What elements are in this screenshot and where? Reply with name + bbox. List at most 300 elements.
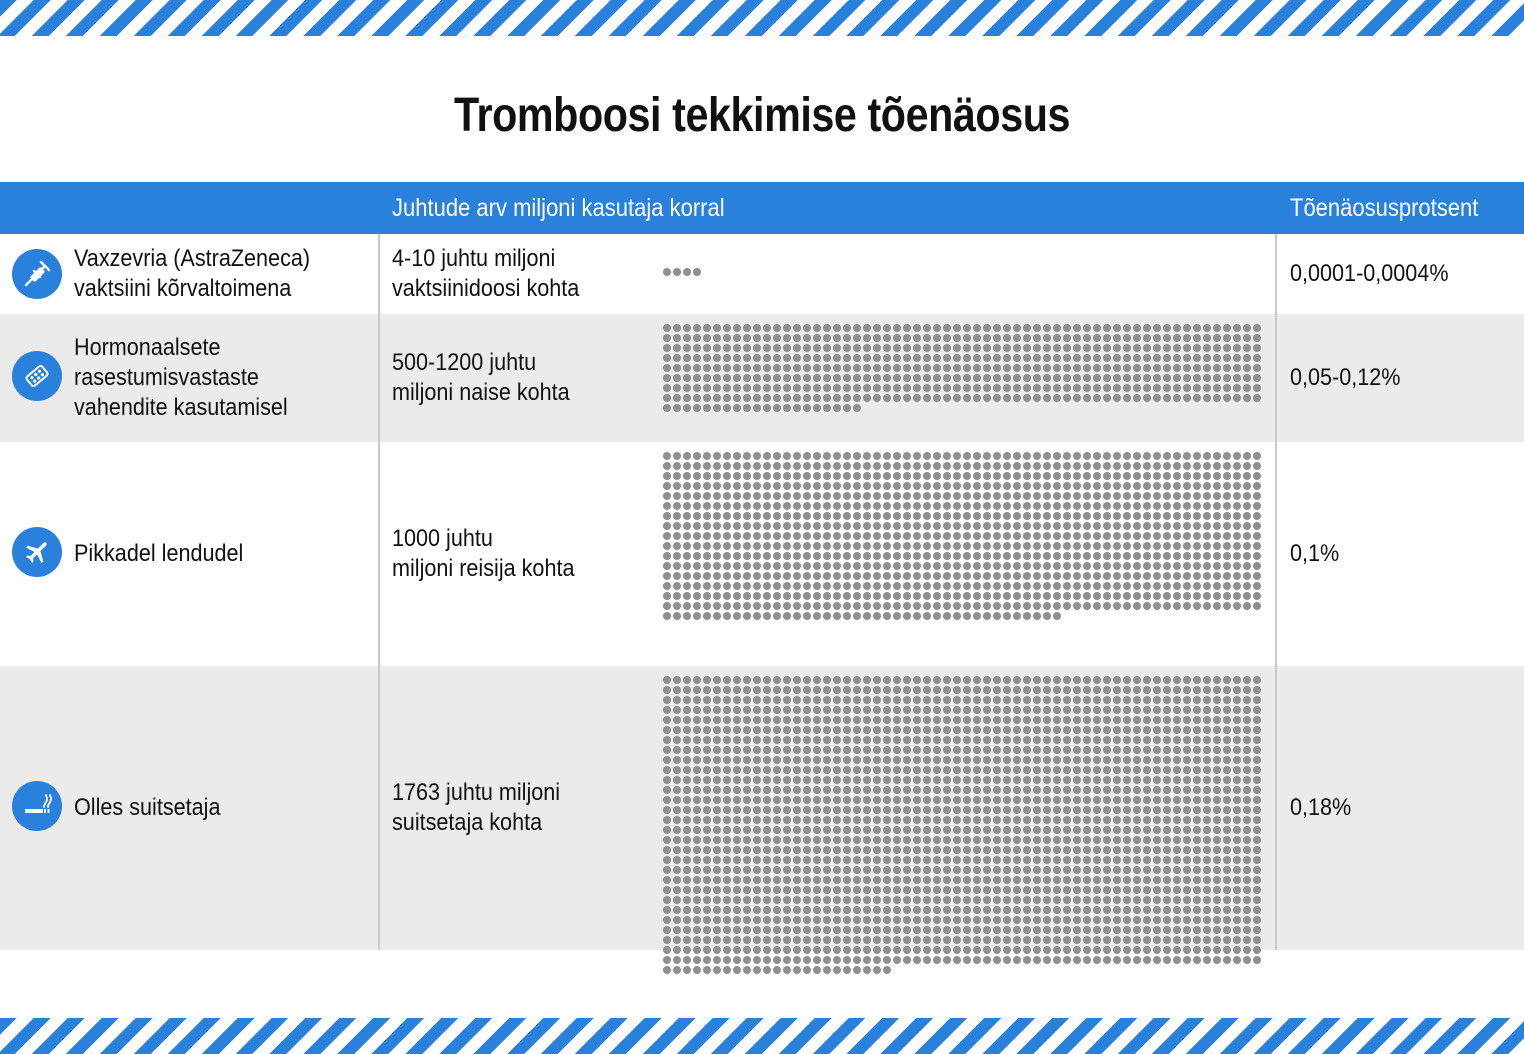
case-dot: [663, 394, 671, 402]
case-dot: [733, 816, 741, 824]
case-dot: [803, 512, 811, 520]
case-dot: [1013, 786, 1021, 794]
case-dot: [1253, 452, 1261, 460]
case-dot: [1003, 592, 1011, 600]
case-dot: [663, 716, 671, 724]
case-dot: [1133, 756, 1141, 764]
case-dot: [1073, 816, 1081, 824]
case-dot: [1123, 592, 1131, 600]
case-dot: [793, 726, 801, 734]
case-dot: [1083, 766, 1091, 774]
case-dot: [913, 452, 921, 460]
case-dot: [823, 686, 831, 694]
case-dot: [673, 796, 681, 804]
case-dot: [803, 542, 811, 550]
case-dot: [973, 736, 981, 744]
case-dot: [1153, 374, 1161, 382]
case-dot: [713, 582, 721, 590]
case-dot: [873, 512, 881, 520]
case-dot: [903, 472, 911, 480]
case-dot: [993, 716, 1001, 724]
case-dot: [1033, 394, 1041, 402]
case-dot: [833, 384, 841, 392]
case-dot: [1063, 472, 1071, 480]
case-dot: [1063, 374, 1071, 382]
case-dot: [863, 736, 871, 744]
case-dot: [743, 452, 751, 460]
case-dot: [1083, 354, 1091, 362]
case-dot: [793, 866, 801, 874]
case-dot: [693, 836, 701, 844]
case-dot: [1033, 324, 1041, 332]
case-dot: [923, 686, 931, 694]
case-dot: [1213, 686, 1221, 694]
case-dot: [733, 726, 741, 734]
case-dot: [1153, 956, 1161, 964]
case-dot: [1083, 856, 1091, 864]
case-dot: [763, 542, 771, 550]
case-dot: [843, 866, 851, 874]
case-dot: [683, 404, 691, 412]
case-dot: [733, 836, 741, 844]
case-dot: [1223, 936, 1231, 944]
case-dot: [723, 806, 731, 814]
case-dot: [1043, 826, 1051, 834]
case-dot: [1123, 354, 1131, 362]
case-dot: [1143, 582, 1151, 590]
case-dot: [1233, 926, 1241, 934]
case-dot: [903, 836, 911, 844]
case-dot: [973, 542, 981, 550]
case-dot: [1023, 936, 1031, 944]
case-dot: [993, 472, 1001, 480]
case-dot: [883, 374, 891, 382]
case-dot: [1043, 806, 1051, 814]
case-dot: [853, 936, 861, 944]
case-dot: [863, 816, 871, 824]
case-dot: [913, 492, 921, 500]
case-dot: [1163, 492, 1171, 500]
case-dot: [803, 906, 811, 914]
case-dot: [893, 472, 901, 480]
case-dot: [753, 946, 761, 954]
case-dot: [1253, 846, 1261, 854]
case-dot: [893, 826, 901, 834]
case-dot: [943, 746, 951, 754]
case-dot: [843, 374, 851, 382]
case-dot: [803, 796, 811, 804]
case-dot: [733, 522, 741, 530]
case-dot: [803, 946, 811, 954]
case-dot: [823, 756, 831, 764]
case-dot: [953, 696, 961, 704]
case-dot: [1103, 602, 1111, 610]
case-dot: [933, 846, 941, 854]
case-dot: [1253, 502, 1261, 510]
case-dot: [993, 364, 1001, 372]
case-dot: [1173, 896, 1181, 904]
case-dot: [1013, 502, 1021, 510]
case-dot: [943, 846, 951, 854]
case-dot: [673, 706, 681, 714]
case-dot: [703, 756, 711, 764]
case-dot: [1123, 602, 1131, 610]
case-dot: [733, 572, 741, 580]
case-dot: [1233, 374, 1241, 382]
case-dot: [1173, 766, 1181, 774]
case-dot: [1023, 462, 1031, 470]
case-dot: [1243, 946, 1251, 954]
case-dot: [673, 334, 681, 342]
case-dot: [833, 936, 841, 944]
case-dot: [683, 522, 691, 530]
case-dot: [1083, 956, 1091, 964]
case-dot: [1013, 816, 1021, 824]
case-dot: [1173, 542, 1181, 550]
case-dot: [1023, 736, 1031, 744]
case-dot: [863, 334, 871, 342]
case-dot: [833, 686, 841, 694]
row-percent: 0,0001-0,0004%: [1290, 260, 1449, 287]
case-dot: [753, 706, 761, 714]
case-dot: [1073, 866, 1081, 874]
case-dot: [1033, 936, 1041, 944]
case-dot: [1243, 512, 1251, 520]
case-dot: [1153, 776, 1161, 784]
case-dot: [813, 686, 821, 694]
case-dot: [823, 452, 831, 460]
case-dot: [683, 706, 691, 714]
case-dot: [1143, 572, 1151, 580]
case-dot: [743, 786, 751, 794]
case-dot: [703, 512, 711, 520]
case-dot: [893, 462, 901, 470]
case-dot: [713, 936, 721, 944]
case-dot: [723, 462, 731, 470]
case-dot: [1113, 542, 1121, 550]
case-dot: [793, 966, 801, 974]
case-dot: [1083, 542, 1091, 550]
case-dot: [1103, 552, 1111, 560]
case-dot: [1113, 786, 1121, 794]
case-dot: [1103, 676, 1111, 684]
case-dot: [1163, 334, 1171, 342]
case-dot: [853, 462, 861, 470]
case-dot: [963, 926, 971, 934]
case-dot: [783, 582, 791, 590]
case-dot: [1033, 522, 1041, 530]
case-dot: [1093, 602, 1101, 610]
case-dot: [873, 796, 881, 804]
case-dot: [873, 826, 881, 834]
case-dot: [1023, 896, 1031, 904]
case-dot: [1183, 452, 1191, 460]
case-dot: [693, 612, 701, 620]
case-dot: [1213, 956, 1221, 964]
case-dot: [803, 696, 811, 704]
case-dot: [873, 966, 881, 974]
case-dot: [1043, 462, 1051, 470]
case-dot: [663, 856, 671, 864]
case-dot: [1243, 876, 1251, 884]
case-dot: [1163, 946, 1171, 954]
case-dot: [983, 806, 991, 814]
case-dot: [713, 926, 721, 934]
case-dot: [1043, 482, 1051, 490]
case-dot: [753, 846, 761, 854]
case-dot: [1193, 512, 1201, 520]
case-dot: [853, 866, 861, 874]
case-dot: [733, 696, 741, 704]
case-dot: [793, 512, 801, 520]
case-dot: [1023, 706, 1031, 714]
case-dot: [1243, 592, 1251, 600]
row-label: Hormonaalsete rasestumisvastaste vahendite kasutamisel: [74, 334, 288, 421]
case-dot: [1073, 756, 1081, 764]
case-dot: [993, 462, 1001, 470]
case-dot: [803, 936, 811, 944]
case-dot: [803, 394, 811, 402]
case-dot: [993, 706, 1001, 714]
case-dot: [883, 946, 891, 954]
case-dot: [1123, 866, 1131, 874]
case-dot: [1053, 472, 1061, 480]
case-dot: [1163, 482, 1171, 490]
case-dot: [1123, 786, 1131, 794]
case-dot: [693, 916, 701, 924]
case-dot: [1103, 946, 1111, 954]
case-dot: [763, 482, 771, 490]
case-dot: [813, 582, 821, 590]
case-dot: [663, 896, 671, 904]
case-dot: [913, 846, 921, 854]
case-dot: [803, 806, 811, 814]
case-dot: [933, 394, 941, 402]
case-dot: [723, 612, 731, 620]
case-dot: [713, 956, 721, 964]
case-dot: [963, 946, 971, 954]
case-dot: [1053, 756, 1061, 764]
case-dot: [1153, 716, 1161, 724]
case-dot: [963, 786, 971, 794]
case-dot: [733, 886, 741, 894]
case-dot: [853, 612, 861, 620]
page-title: Tromboosi tekkimise tõenäosus: [453, 89, 1071, 142]
case-dot: [743, 826, 751, 834]
case-dot: [953, 756, 961, 764]
case-dot: [1003, 462, 1011, 470]
case-dot: [833, 552, 841, 560]
case-dot: [1133, 572, 1141, 580]
case-dot: [913, 462, 921, 470]
case-dot: [1223, 706, 1231, 714]
case-dot: [763, 364, 771, 372]
case-dot: [1153, 816, 1161, 824]
case-dot: [1123, 736, 1131, 744]
case-dot: [1143, 906, 1151, 914]
case-dot: [793, 324, 801, 332]
case-dot: [743, 462, 751, 470]
case-dot: [1163, 736, 1171, 744]
case-dot: [783, 602, 791, 610]
case-dot: [893, 836, 901, 844]
case-dot: [923, 344, 931, 352]
case-dot: [1203, 334, 1211, 342]
case-dot: [1103, 736, 1111, 744]
case-dot: [1103, 706, 1111, 714]
case-dot: [1203, 394, 1211, 402]
case-dot: [1053, 582, 1061, 590]
case-dot: [893, 542, 901, 550]
case-dot: [1123, 334, 1131, 342]
case-dot: [1243, 502, 1251, 510]
case-dot: [713, 766, 721, 774]
case-dot: [913, 816, 921, 824]
case-dot: [1033, 916, 1041, 924]
case-dot: [943, 816, 951, 824]
case-dot: [1193, 846, 1201, 854]
case-dot: [903, 522, 911, 530]
case-dot: [913, 472, 921, 480]
case-dot: [763, 472, 771, 480]
case-dot: [683, 746, 691, 754]
case-dot: [663, 866, 671, 874]
case-dot: [1023, 866, 1031, 874]
case-dot: [883, 846, 891, 854]
case-dot: [973, 522, 981, 530]
case-dot: [963, 676, 971, 684]
case-dot: [773, 826, 781, 834]
case-dot: [743, 552, 751, 560]
case-dot: [1103, 542, 1111, 550]
case-dot: [973, 786, 981, 794]
case-dot: [1023, 344, 1031, 352]
case-dot: [1043, 866, 1051, 874]
case-dot: [1183, 492, 1191, 500]
case-dot: [733, 706, 741, 714]
case-dot: [1123, 676, 1131, 684]
case-dot: [913, 602, 921, 610]
case-dot: [873, 936, 881, 944]
case-dot: [923, 676, 931, 684]
case-dot: [893, 866, 901, 874]
case-dot: [1103, 746, 1111, 754]
case-dot: [1043, 786, 1051, 794]
case-dot: [1093, 592, 1101, 600]
case-dot: [993, 856, 1001, 864]
case-dot: [1193, 786, 1201, 794]
case-dot: [1183, 836, 1191, 844]
case-dot: [1093, 946, 1101, 954]
case-dot: [723, 686, 731, 694]
case-dot: [843, 676, 851, 684]
case-dot: [1123, 502, 1131, 510]
case-dot: [1173, 562, 1181, 570]
case-dot: [1083, 926, 1091, 934]
case-dot: [713, 696, 721, 704]
case-dot: [1203, 364, 1211, 372]
case-dot: [883, 796, 891, 804]
case-dot: [1003, 946, 1011, 954]
case-dot: [1163, 696, 1171, 704]
case-dot: [893, 552, 901, 560]
case-dot: [933, 462, 941, 470]
case-dot: [1153, 354, 1161, 362]
case-dot: [773, 502, 781, 510]
case-dot: [903, 916, 911, 924]
case-dot: [1123, 876, 1131, 884]
case-dot: [1153, 886, 1161, 894]
case-dot: [1253, 522, 1261, 530]
case-dot: [903, 746, 911, 754]
case-dot: [973, 324, 981, 332]
case-dot: [673, 344, 681, 352]
case-dot: [973, 502, 981, 510]
case-dot: [803, 856, 811, 864]
case-dot: [953, 572, 961, 580]
case-dot: [773, 726, 781, 734]
case-dot: [1023, 612, 1031, 620]
case-dot: [833, 582, 841, 590]
case-dot: [1143, 846, 1151, 854]
case-dot: [753, 462, 761, 470]
case-dot: [703, 532, 711, 540]
case-dot: [1093, 706, 1101, 714]
case-dot: [1143, 482, 1151, 490]
case-dot: [973, 836, 981, 844]
case-dot: [1143, 686, 1151, 694]
case-dot: [1243, 542, 1251, 550]
case-dot: [1153, 706, 1161, 714]
case-dot: [673, 916, 681, 924]
case-dot: [913, 696, 921, 704]
case-dot: [713, 886, 721, 894]
case-dot: [1243, 776, 1251, 784]
case-dot: [1003, 886, 1011, 894]
case-dot: [723, 946, 731, 954]
case-dot: [1133, 896, 1141, 904]
case-dot: [1243, 676, 1251, 684]
case-dot: [1223, 736, 1231, 744]
case-dot: [1113, 676, 1121, 684]
case-dot: [1173, 746, 1181, 754]
case-dot: [1173, 726, 1181, 734]
case-dot: [1083, 344, 1091, 352]
case-dot: [993, 384, 1001, 392]
case-dot: [683, 766, 691, 774]
case-dot: [1203, 374, 1211, 382]
case-dot: [963, 324, 971, 332]
case-dot: [853, 806, 861, 814]
case-dot: [863, 886, 871, 894]
case-dot: [913, 866, 921, 874]
case-dot: [873, 716, 881, 724]
case-dot: [1173, 846, 1181, 854]
case-dot: [1183, 846, 1191, 854]
case-dot: [663, 492, 671, 500]
case-dot: [913, 552, 921, 560]
case-dot: [703, 696, 711, 704]
case-dot: [1033, 502, 1041, 510]
table-row: [0, 666, 1524, 950]
case-dot: [1023, 592, 1031, 600]
case-dot: [773, 404, 781, 412]
case-dot: [1053, 344, 1061, 352]
case-dot: [953, 522, 961, 530]
case-dot: [983, 756, 991, 764]
case-dot: [1103, 956, 1111, 964]
case-dot: [953, 816, 961, 824]
